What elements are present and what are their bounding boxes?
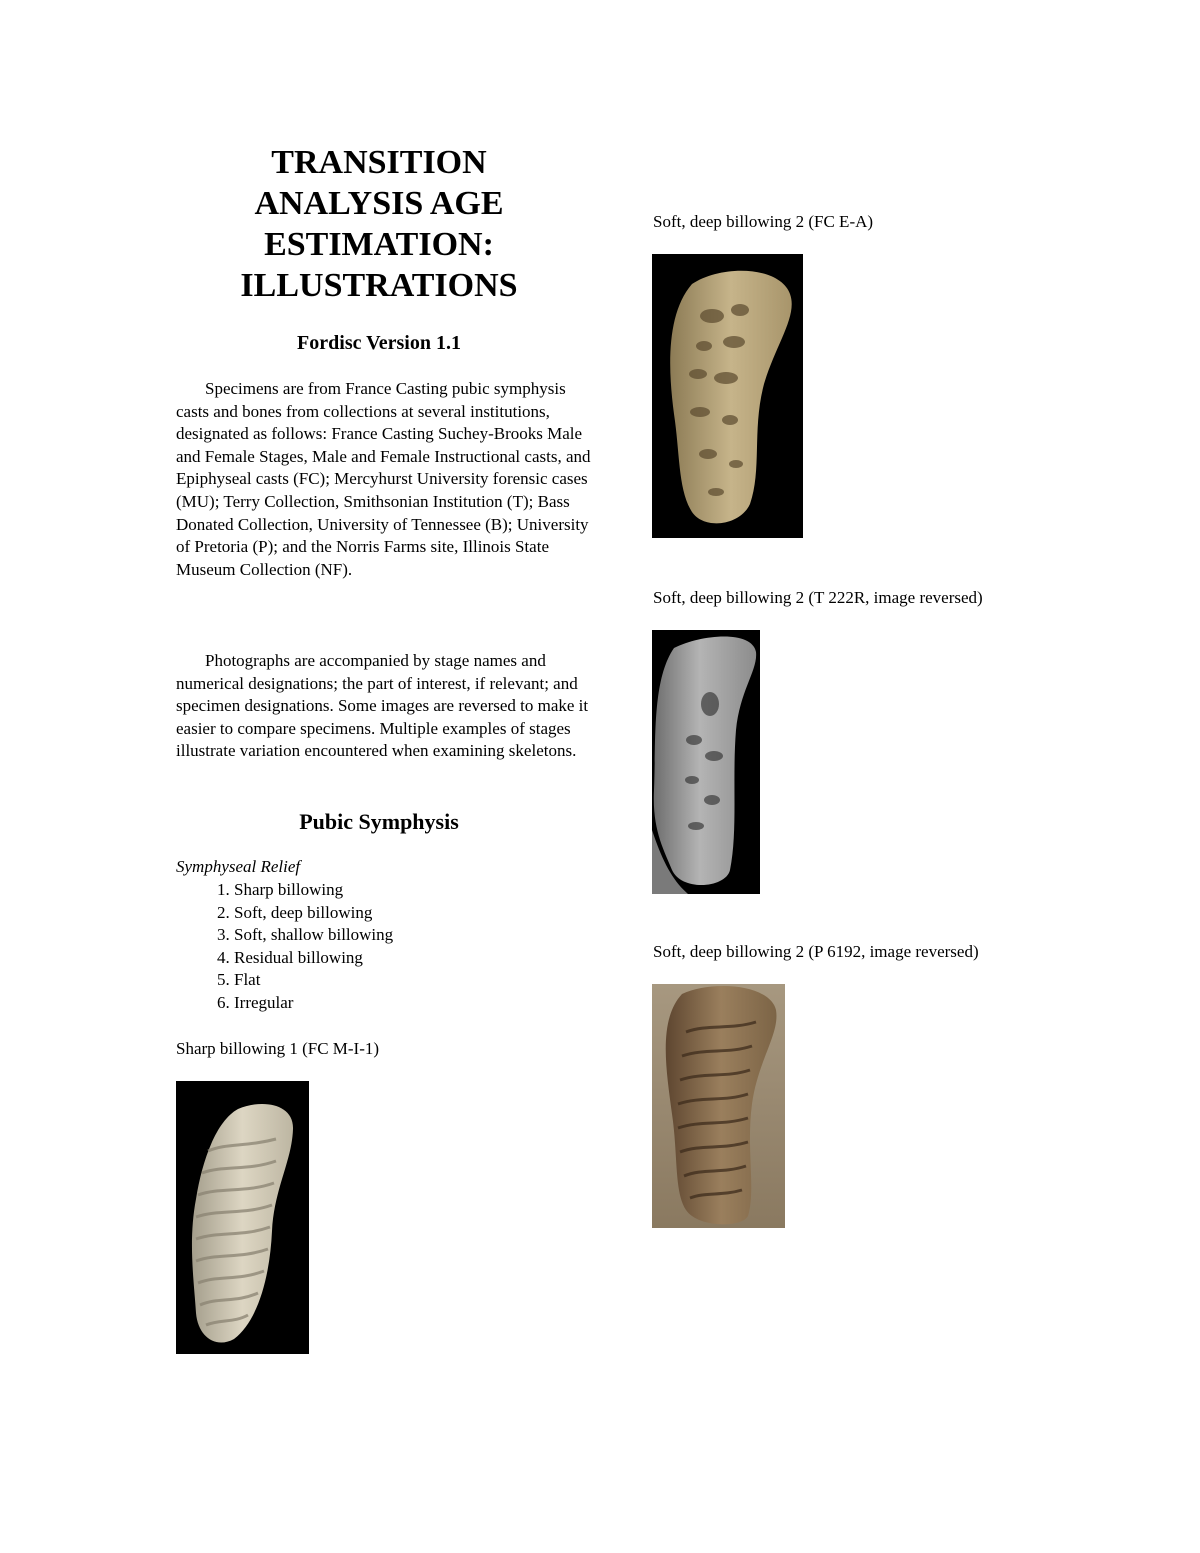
version-heading: Fordisc Version 1.1 [297, 332, 461, 354]
specimen-photo [652, 254, 803, 538]
figure-caption: Sharp billowing 1 (FC M-I-1) [176, 1039, 380, 1058]
list-item: 5. Flat [217, 970, 261, 990]
title-line-1: TRANSITION [271, 144, 487, 181]
specimen-photo [176, 1081, 309, 1354]
document-title [176, 142, 582, 306]
specimen-photo [652, 984, 785, 1228]
list-item: 1. Sharp billowing [217, 880, 344, 899]
title-line-2: ANALYSIS AGE [254, 185, 504, 222]
list-item: 3. Soft, shallow billowing [217, 925, 394, 945]
stage-list [217, 879, 393, 1015]
list-item: 2. Soft, deep billowing [217, 902, 373, 922]
section-heading: Pubic Symphysis [299, 809, 459, 834]
list-item: 4. Residual billowing [217, 947, 363, 967]
figure-caption: Soft, deep billowing 2 (T 222R, image reversed) [653, 588, 983, 607]
figure-caption: Soft, deep billowing 2 (FC E-A) [653, 212, 874, 231]
intro-paragraph: Specimens are from France Casting pubic symphysis casts and bones from collections at several institutions, designated as follows: France Casting Suchey-Brooks Male and Female Stages, Male and Female Instructional casts, and Epiphyseal casts (FC); Mercyhurst University forensic cases (MU); Terry Collection, Smithsonian Institution (T); Bass Donated Collection, University of Tennessee (B); University of Pretoria (P); and the Norris Farms site, Illinois State Museum Collection (NF). [176, 379, 591, 579]
subsection-heading: Symphyseal Relief [176, 857, 301, 876]
title-line-3: ESTIMATION: [264, 226, 494, 263]
photographs-paragraph: Photographs are accompanied by stage names and numerical designations; the part of interest, if relevant; and specimen designations. Some images are reversed to make it easier to compare specimens. Multiple examples of stages illustrate variation encountered when examining skeletons. [176, 651, 589, 761]
figure-caption: Soft, deep billowing 2 (P 6192, image reversed) [653, 942, 979, 961]
list-item: 6. Irregular [217, 992, 294, 1012]
title-line-4: ILLUSTRATIONS [240, 267, 518, 304]
specimen-photo [652, 630, 760, 894]
